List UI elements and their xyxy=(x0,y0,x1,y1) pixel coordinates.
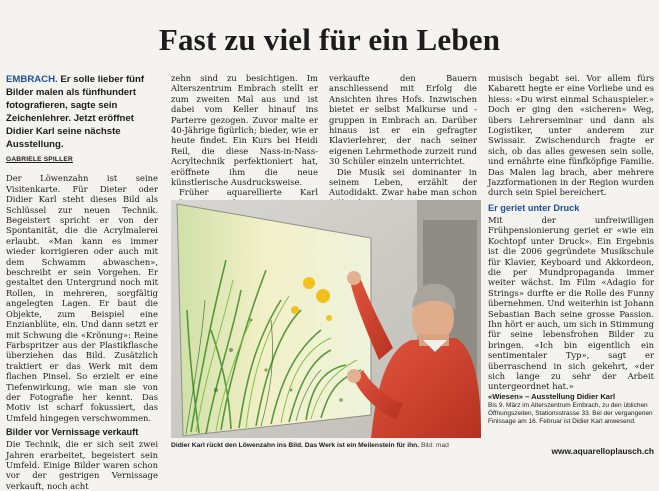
column-2 xyxy=(171,73,318,219)
website-link[interactable]: www.aquarelloplausch.ch xyxy=(551,446,654,456)
lead-kicker: EMBRACH. xyxy=(6,74,58,85)
photo-artwork xyxy=(171,200,481,438)
column-3 xyxy=(329,73,477,208)
paragraph: Mit der unfreiwilligen Frühpensionierung geriet er «wie ein Kochtopf unter Druck». Ein Ergebnis ist die 2006 gegründete Musikschule für Klavier, Keyboard und Akkordeon, die per Mundpropaganda immer weiter wächst. Im Film «Adagio for Strings» durfte er die Rolle des Funny übernehmen. Und weiterhin ist Johann Sebastian Bach seine grosse Passion. Ihn hört er auch, um sich in Stimmung für seine lebensfrohen Bilder zu bringen. «Ich bin eigentlich ein sentimentaler Typ», sagt er überraschend in sich gekehrt, «der sich lange zu sehr der Arbeit untergeordnet hat.» xyxy=(488,214,654,392)
section-subhead: Bilder vor Vernissage verkauft xyxy=(6,427,139,438)
column-4 xyxy=(488,73,654,392)
paragraph: Die Musik sei dominanter in seinem Leben, erzählt der Autodidakt. Zwar habe man schon xyxy=(329,166,477,198)
paragraph: musisch begabt sei. Vor allem fürs Kabarett hegte er eine Vorliebe und es hiess: «Du wirst einmal Schauspieler.» Doch er ging den «sicheren» Weg, übers Lehrerseminar und dann als Logistiker, unter anderem zur Swissair. Zwischendurch fragte er sich, ob das alles gewesen sein solle, und ernährte eine fünfköpfige Familie. Das Malen lag brach, aber mehrere Jazzformationen in der Region wurden durch sein Spiel bereichert. xyxy=(488,73,654,198)
exhibition-info xyxy=(488,392,654,426)
paragraph: verkaufte den Bauern anschliessend mit Erfolg die Ansichten ihres Hofs. Inzwischen bietet er selbst Malkurse und -gruppen in Embrach an. Darüber hinaus ist er ein gefragter Klavierlehrer, der nach seiner eigenen Lehrmethode zurzeit rund 30 Schüler einzeln unterrichtet. xyxy=(329,73,477,167)
paragraph: zehn sind zu besichtigen. Im Alterszentrum Embrach stellt er zum zweiten Mal aus und ist dabei vom Keller hinauf ins Parterre gezogen. Zuvor malte er 40-Jährige figürlich; bieder, wie er heute findet. Ein Kurs bei Heidi Reil, die diese Nass-in-Nass-Acryltechnik perfektioniert hat, eröffnete ihm die neue künstlerische Ausdrucksweise. xyxy=(171,73,318,188)
article-headline: Fast zu viel für ein Leben xyxy=(158,22,501,57)
lead-text: Er solle lieber fünf Bilder malen als fünfhundert fotografieren, sagte sein Zeichenlehrer. Jetzt eröffnet Didier Karl seine nächste Ausstellung. xyxy=(6,74,145,150)
article-photo xyxy=(171,200,481,438)
exhibition-title: «Wiesen» – Ausstellung Didier Karl xyxy=(488,392,616,401)
paragraph: Früher aquarellierte Karl xyxy=(179,187,318,198)
caption-text: Didier Karl rückt den Löwenzahn ins Bild. Das Werk ist ein Meilenstein für ihn. xyxy=(171,442,420,449)
painting xyxy=(177,204,371,436)
photo-credit: Bild: mad xyxy=(420,442,449,449)
paragraph: Die Technik, die er sich seit zwei Jahren erarbeitet, begeistert sein Umfeld. Einige Bilder waren schon vor der gestrigen Vernissage verkauft, noch acht xyxy=(6,439,158,491)
section-subhead: Er geriet unter Druck xyxy=(488,202,580,213)
column-1 xyxy=(6,73,158,491)
author-byline: GABRIELE SPILLER xyxy=(6,156,73,163)
photo-caption xyxy=(171,441,481,450)
paragraph: Der Löwenzahn ist seine Visitenkarte. Für Dieter oder Didier Karl steht dieses Bild als Schlüssel zur neuen Technik. Begeistert spricht er von der Spontanität, die die Acrylmalerei erlaubt. «Man kann es immer wieder korrigieren oder auch mit dem Schwamm abwaschen», beschreibt er sein Vorgehen. Er gestaltet den Untergrund noch mit Rollen, in mehreren, sorgfältig angelegten Lagen. Er baut die Objekte, zum Beispiel eine Enzianblüte, ein. Und dann setzt er mit Schwung die «Krönung»: Reine Farbspritzer aus der Plastikflasche überziehen das Bild. Zusätzlich traktiert er das Werk mit dem flachen Pinsel. So erzielt er eine Tiefenwirkung, wie man sie von der Fotografie her kennt. Das Motiv ist scharf fokussiert, das Umfeld hingegen verschwommen. xyxy=(6,173,158,423)
exhibition-details: Bis 9. März im Alterszentrum Embrach, zu den üblichen Öffnungszeiten, Stationsstrasse 33. Bei der vergangenen Finissage am 16. Februar ist Didier Karl anwesend. xyxy=(488,401,653,426)
article-lead xyxy=(6,73,158,151)
